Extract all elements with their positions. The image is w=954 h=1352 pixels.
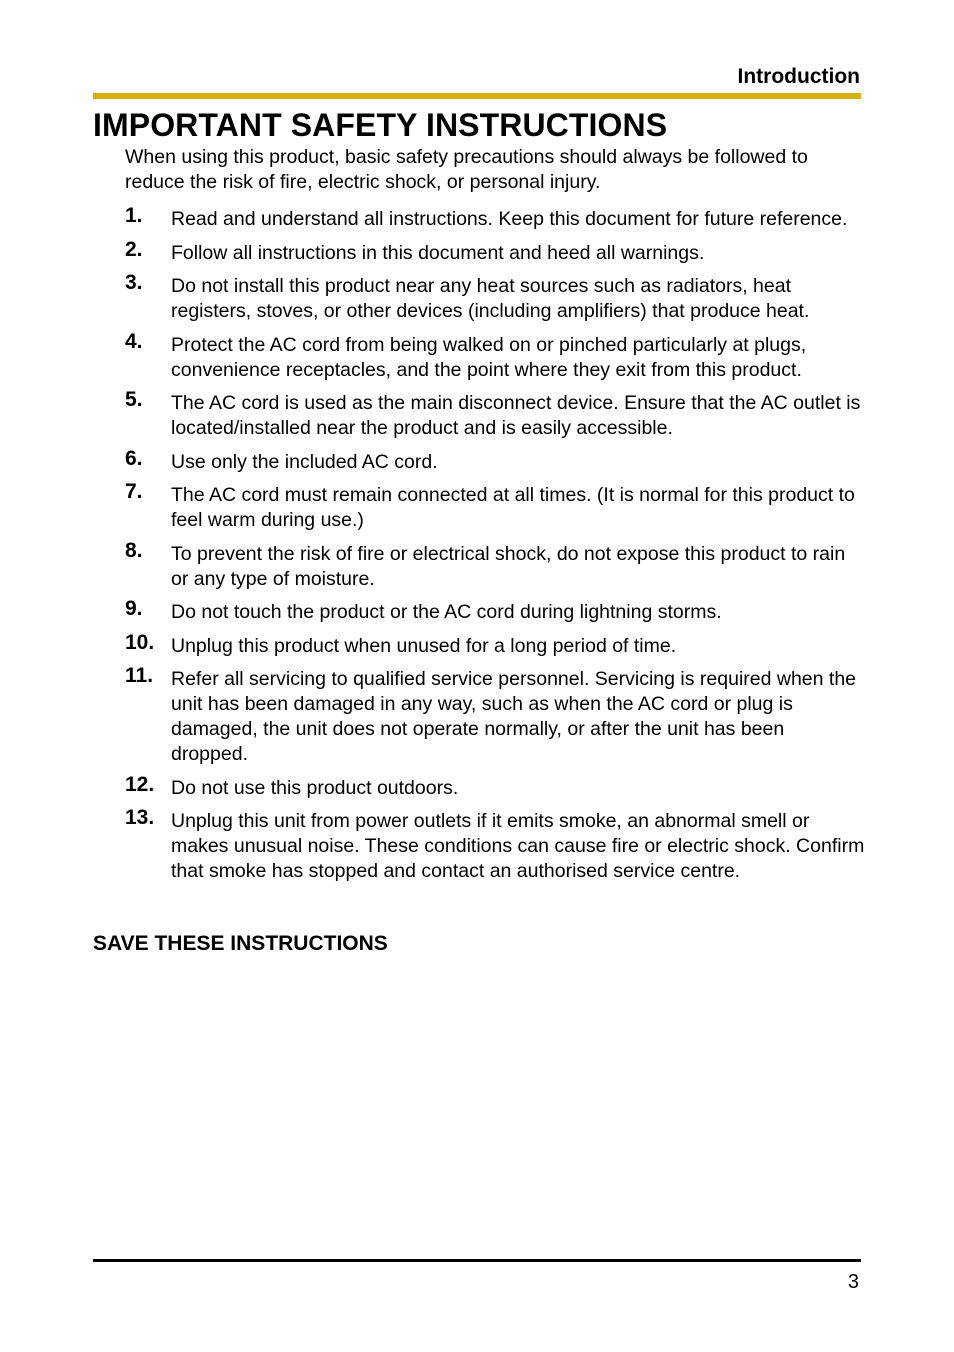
instruction-text: Do not install this product near any heat sources such as radiators, heat registers, stoves, or other devices (including amplifiers) that produce heat. <box>171 275 810 322</box>
instruction-number: 5. <box>125 388 143 411</box>
instruction-number: 12. <box>125 772 155 796</box>
instruction-item <box>125 204 865 232</box>
footer-rule <box>93 1259 861 1262</box>
instruction-text: Protect the AC cord from being walked on or pinched particularly at plugs, convenience receptacles, and the point where they exit from this product. <box>171 333 807 381</box>
instruction-text: To prevent the risk of fire or electrical shock, do not expose this product to rain or any type of moisture. <box>171 542 846 590</box>
instruction-number: 6. <box>125 446 143 470</box>
instruction-number: 7. <box>125 480 143 503</box>
instruction-item <box>125 772 865 801</box>
save-instructions-heading: SAVE THESE INSTRUCTIONS <box>93 932 388 955</box>
instruction-text: The AC cord is used as the main disconnect device. Ensure that the AC outlet is located/installed near the product and is easily accessible. <box>171 392 861 439</box>
instruction-item <box>125 480 865 533</box>
instruction-text: Refer all servicing to qualified service personnel. Servicing is required when the unit has been damaged in any way, such as when the AC cord or plug is damaged, the unit does not operate normally, or after the unit has been dropped. <box>171 668 857 765</box>
instruction-number: 11. <box>125 664 154 687</box>
instruction-item <box>125 630 865 659</box>
instruction-number: 2. <box>125 237 143 261</box>
section-header: Introduction <box>737 65 860 88</box>
instruction-item <box>125 806 865 884</box>
instruction-number: 10. <box>125 630 155 654</box>
instruction-item <box>125 388 865 441</box>
instruction-number: 4. <box>125 329 143 353</box>
instruction-number: 13. <box>125 806 155 829</box>
instruction-text: Follow all instructions in this document and heed all warnings. <box>171 241 705 264</box>
instruction-number: 3. <box>125 271 143 294</box>
instruction-number: 8. <box>125 538 143 562</box>
instruction-number: 9. <box>125 597 143 620</box>
instruction-item <box>125 271 865 324</box>
instruction-item <box>125 597 865 625</box>
instruction-item <box>125 446 865 475</box>
intro-paragraph: When using this product, basic safety precautions should always be followed to reduce the risk of fire, electric shock, or personal injury. <box>125 146 808 193</box>
instruction-text: The AC cord must remain connected at all times. (It is normal for this product to feel warm during use.) <box>171 484 855 531</box>
instruction-item <box>125 664 865 767</box>
header-rule <box>93 93 861 99</box>
instruction-text: Use only the included AC cord. <box>171 450 438 473</box>
instruction-text: Do not use this product outdoors. <box>171 776 459 799</box>
instruction-text: Unplug this product when unused for a long period of time. <box>171 634 677 657</box>
instruction-item <box>125 237 865 266</box>
instruction-text: Unplug this unit from power outlets if it emits smoke, an abnormal smell or makes unusual noise. These conditions can cause fire or electric shock. Confirm that smoke has stopped and contact an authorised service centre. <box>171 810 865 882</box>
instruction-list <box>125 204 865 893</box>
page-number: 3 <box>847 1271 859 1293</box>
instruction-text: Do not touch the product or the AC cord during lightning storms. <box>171 601 722 623</box>
instruction-item <box>125 538 865 592</box>
page-title: IMPORTANT SAFETY INSTRUCTIONS <box>93 107 668 143</box>
instruction-number: 1. <box>125 204 143 227</box>
instruction-text: Read and understand all instructions. Keep this document for future reference. <box>171 208 848 230</box>
instruction-item <box>125 329 865 383</box>
